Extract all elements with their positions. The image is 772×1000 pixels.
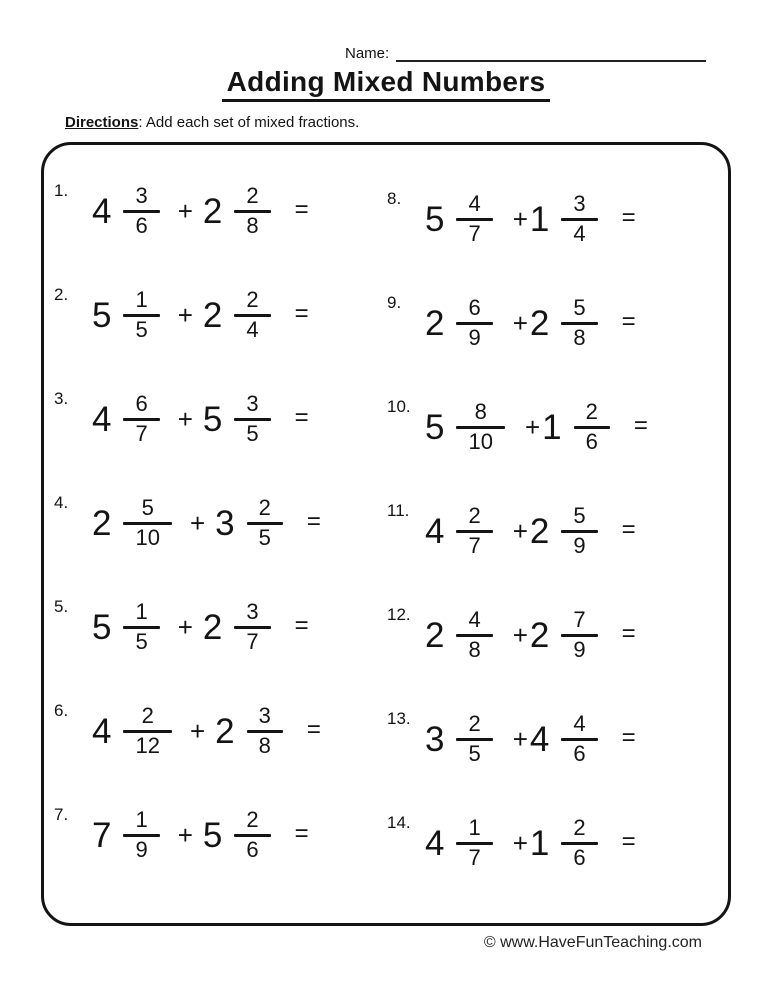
plus-sign: +: [512, 515, 528, 546]
name-row: [345, 42, 706, 62]
whole-number-2: 2: [215, 711, 235, 751]
fraction-2: [234, 392, 270, 445]
whole-number-1: 5: [92, 295, 112, 335]
equals-sign: =: [294, 404, 309, 431]
denominator-1: 10: [468, 428, 493, 454]
numerator-1: 3: [135, 183, 148, 209]
denominator-2: 6: [573, 844, 586, 870]
footer-credit: © www.HaveFunTeaching.com: [483, 934, 702, 951]
denominator-1: 5: [135, 316, 148, 342]
whole-number-1: 2: [425, 303, 445, 343]
plus-sign: +: [189, 507, 206, 538]
plus-sign: +: [512, 203, 528, 234]
whole-number-2: 4: [529, 719, 550, 759]
title-wrap: [0, 66, 772, 102]
directions-label: Directions: [65, 114, 139, 131]
whole-number-2: 2: [202, 607, 223, 647]
denominator-2: 9: [573, 636, 586, 662]
plus-sign: +: [177, 403, 193, 434]
numerator-2: 4: [573, 711, 586, 737]
whole-number-1: 2: [92, 503, 112, 543]
denominator-1: 8: [468, 636, 481, 662]
fraction-1: [123, 184, 159, 237]
numerator-1: 2: [468, 711, 481, 737]
denominator-2: 5: [246, 420, 259, 446]
equals-sign: =: [621, 204, 636, 231]
fraction-2: [574, 400, 610, 453]
numerator-1: 1: [135, 599, 148, 625]
problem-number: 7.: [54, 805, 69, 824]
numerator-1: 1: [135, 807, 148, 833]
whole-number-1: 4: [92, 711, 112, 751]
numerator-2: 5: [573, 503, 586, 529]
whole-number-2: 1: [542, 407, 562, 447]
denominator-1: 9: [468, 324, 481, 350]
problem-number: 1.: [54, 181, 69, 200]
fraction-1: [456, 400, 504, 453]
denominator-2: 6: [585, 428, 598, 454]
numerator-2: 2: [573, 815, 586, 841]
name-write-line: [396, 46, 706, 62]
fraction-1: [456, 504, 492, 557]
denominator-2: 7: [246, 628, 259, 654]
numerator-1: 8: [474, 399, 487, 425]
equals-sign: =: [306, 716, 321, 743]
whole-number-1: 3: [425, 719, 445, 759]
fraction-2: [234, 808, 270, 861]
fraction-2: [561, 296, 597, 349]
fraction-2: [561, 504, 597, 557]
problem-row: [54, 471, 387, 575]
problem-number: 4.: [54, 493, 69, 512]
problem-number: 8.: [387, 189, 402, 208]
problem-row: [387, 583, 720, 687]
fraction-1: [456, 608, 492, 661]
numerator-2: 2: [246, 287, 259, 313]
denominator-2: 8: [246, 212, 259, 238]
fraction-2: [561, 608, 597, 661]
problem-expression: [92, 392, 309, 445]
denominator-2: 6: [573, 740, 586, 766]
problem-row: [387, 271, 720, 375]
equals-sign: =: [294, 300, 309, 327]
fraction-1: [456, 192, 492, 245]
problem-number: 3.: [54, 389, 69, 408]
numerator-1: 1: [468, 815, 481, 841]
whole-number-2: 2: [529, 615, 550, 655]
numerator-2: 3: [246, 599, 259, 625]
whole-number-2: 1: [529, 199, 550, 239]
problem-expression: [92, 600, 309, 653]
plus-sign: +: [512, 827, 528, 858]
denominator-1: 7: [468, 844, 481, 870]
problem-row: [54, 575, 387, 679]
whole-number-2: 5: [202, 399, 223, 439]
problem-row: [54, 263, 387, 367]
problem-row: [54, 159, 387, 263]
problem-number: 10.: [387, 397, 411, 416]
denominator-1: 5: [135, 628, 148, 654]
problem-row: [387, 167, 720, 271]
denominator-1: 7: [468, 532, 481, 558]
problem-expression: [92, 808, 309, 861]
equals-sign: =: [621, 516, 636, 543]
numerator-2: 2: [258, 495, 271, 521]
denominator-1: 7: [468, 220, 481, 246]
denominator-2: 5: [258, 524, 271, 550]
problem-row: [387, 687, 720, 791]
denominator-1: 7: [135, 420, 148, 446]
plus-sign: +: [177, 195, 193, 226]
fraction-1: [123, 496, 171, 549]
numerator-2: 3: [258, 703, 271, 729]
numerator-1: 5: [141, 495, 154, 521]
fraction-2: [561, 816, 597, 869]
plus-sign: +: [177, 299, 193, 330]
problem-expression: [425, 608, 636, 661]
problem-expression: [425, 192, 636, 245]
name-label: Name:: [345, 45, 390, 62]
whole-number-2: 5: [202, 815, 223, 855]
plus-sign: +: [524, 411, 541, 442]
fraction-1: [456, 816, 492, 869]
problem-number: 9.: [387, 293, 402, 312]
numerator-1: 2: [141, 703, 154, 729]
plus-sign: +: [177, 819, 193, 850]
problem-expression: [425, 296, 636, 349]
whole-number-1: 5: [425, 199, 445, 239]
fraction-1: [456, 296, 492, 349]
whole-number-2: 2: [529, 303, 550, 343]
whole-number-2: 2: [529, 511, 550, 551]
equals-sign: =: [294, 612, 309, 639]
problem-column-right: [387, 159, 720, 923]
problem-row: [387, 791, 720, 895]
fraction-2: [247, 496, 283, 549]
whole-number-2: 3: [215, 503, 235, 543]
equals-sign: =: [633, 412, 648, 439]
fraction-1: [456, 712, 492, 765]
problem-row: [54, 783, 387, 887]
denominator-1: 9: [135, 836, 148, 862]
whole-number-1: 4: [92, 191, 112, 231]
numerator-1: 2: [468, 503, 481, 529]
equals-sign: =: [621, 724, 636, 751]
numerator-1: 1: [135, 287, 148, 313]
problem-number: 14.: [387, 813, 411, 832]
directions: [65, 114, 772, 131]
problem-row: [387, 375, 720, 479]
problem-row: [54, 679, 387, 783]
numerator-2: 5: [573, 295, 586, 321]
problem-expression: [425, 816, 636, 869]
fraction-1: [123, 808, 159, 861]
equals-sign: =: [306, 508, 321, 535]
numerator-2: 2: [246, 807, 259, 833]
problem-column-left: [54, 159, 387, 923]
problem-expression: [92, 288, 309, 341]
denominator-1: 12: [135, 732, 160, 758]
problem-number: 2.: [54, 285, 69, 304]
numerator-2: 3: [573, 191, 586, 217]
numerator-2: 3: [246, 391, 259, 417]
fraction-2: [561, 712, 597, 765]
numerator-1: 6: [468, 295, 481, 321]
worksheet-box: [41, 142, 731, 926]
fraction-1: [123, 392, 159, 445]
plus-sign: +: [177, 611, 193, 642]
whole-number-2: 2: [202, 191, 223, 231]
problem-expression: [425, 712, 636, 765]
equals-sign: =: [621, 828, 636, 855]
whole-number-1: 4: [425, 823, 445, 863]
numerator-2: 2: [585, 399, 598, 425]
denominator-2: 4: [246, 316, 259, 342]
problem-expression: [425, 400, 648, 453]
numerator-2: 7: [573, 607, 586, 633]
fraction-1: [123, 704, 171, 757]
numerator-2: 2: [246, 183, 259, 209]
problem-expression: [92, 496, 321, 549]
plus-sign: +: [189, 715, 206, 746]
problem-expression: [92, 184, 309, 237]
fraction-1: [123, 600, 159, 653]
equals-sign: =: [621, 308, 636, 335]
denominator-2: 9: [573, 532, 586, 558]
directions-text: : Add each set of mixed fractions.: [138, 114, 360, 131]
denominator-2: 8: [573, 324, 586, 350]
problem-expression: [92, 704, 321, 757]
problem-number: 5.: [54, 597, 69, 616]
whole-number-1: 4: [425, 511, 445, 551]
whole-number-1: 5: [425, 407, 445, 447]
denominator-2: 8: [258, 732, 271, 758]
page-title: Adding Mixed Numbers: [222, 66, 551, 102]
fraction-2: [234, 600, 270, 653]
plus-sign: +: [512, 619, 528, 650]
denominator-1: 5: [468, 740, 481, 766]
whole-number-1: 5: [92, 607, 112, 647]
denominator-1: 6: [135, 212, 148, 238]
plus-sign: +: [512, 307, 528, 338]
problem-number: 6.: [54, 701, 69, 720]
denominator-2: 6: [246, 836, 259, 862]
numerator-1: 4: [468, 191, 481, 217]
fraction-2: [234, 288, 270, 341]
problem-number: 11.: [387, 501, 410, 520]
whole-number-1: 4: [92, 399, 112, 439]
fraction-1: [123, 288, 159, 341]
problem-number: 13.: [387, 709, 411, 728]
whole-number-1: 7: [92, 815, 112, 855]
whole-number-1: 2: [425, 615, 445, 655]
fraction-2: [247, 704, 283, 757]
problem-row: [387, 479, 720, 583]
equals-sign: =: [294, 820, 309, 847]
equals-sign: =: [294, 196, 309, 223]
denominator-2: 4: [573, 220, 586, 246]
fraction-2: [561, 192, 597, 245]
equals-sign: =: [621, 620, 636, 647]
plus-sign: +: [512, 723, 528, 754]
problem-row: [54, 367, 387, 471]
whole-number-2: 1: [529, 823, 550, 863]
whole-number-2: 2: [202, 295, 223, 335]
numerator-1: 6: [135, 391, 148, 417]
problem-number: 12.: [387, 605, 411, 624]
problem-expression: [425, 504, 636, 557]
fraction-2: [234, 184, 270, 237]
numerator-1: 4: [468, 607, 481, 633]
denominator-1: 10: [135, 524, 160, 550]
